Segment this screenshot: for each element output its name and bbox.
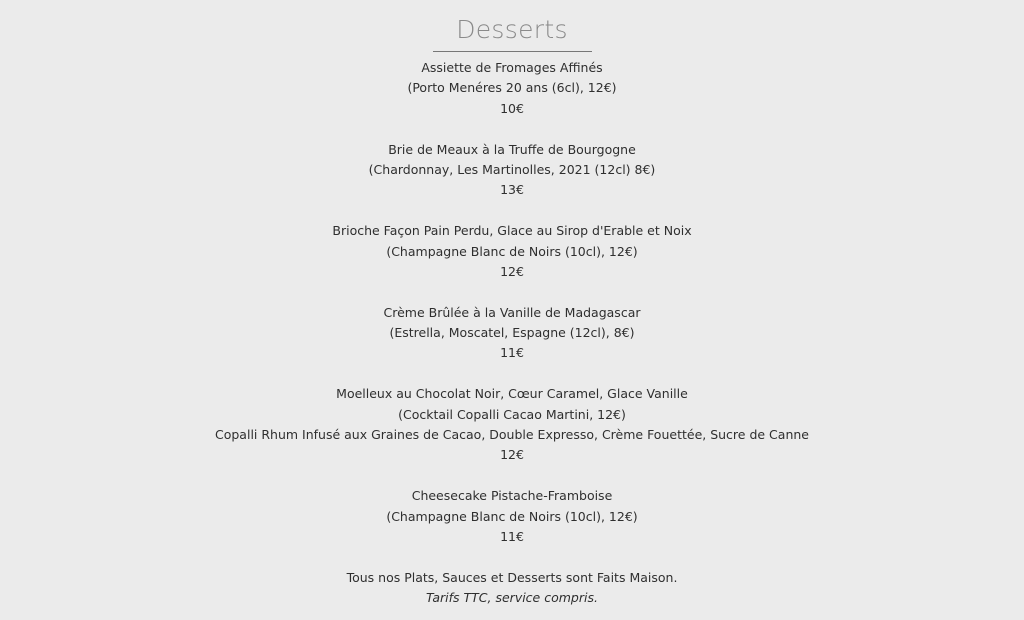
item-name: Crème Brûlée à la Vanille de Madagascar (383, 304, 641, 320)
menu-item (0, 58, 1024, 119)
title-divider (433, 51, 592, 52)
menu-item (0, 140, 1024, 201)
item-pairing-detail: Copalli Rhum Infusé aux Graines de Cacao, Double Expresso, Crème Fouettée, Sucre de Canne (215, 427, 809, 443)
item-pairing: (Cocktail Copalli Cacao Martini, 12€) (398, 406, 626, 422)
item-name: Brioche Façon Pain Perdu, Glace au Sirop d'Erable et Noix (332, 223, 692, 239)
item-pairing: (Estrella, Moscatel, Espagne (12cl), 8€) (389, 325, 635, 341)
menu-item (0, 221, 1024, 282)
item-price: 11€ (500, 528, 524, 544)
homemade-note: Tous nos Plats, Sauces et Desserts sont Faits Maison. (346, 569, 678, 585)
menu-items (0, 58, 1024, 609)
menu-item (0, 384, 1024, 466)
item-name: Brie de Meaux à la Truffe de Bourgogne (388, 141, 636, 157)
item-pairing: (Porto Menéres 20 ans (6cl), 12€) (407, 80, 617, 96)
item-price: 12€ (500, 263, 524, 279)
menu-item (0, 486, 1024, 547)
item-name: Moelleux au Chocolat Noir, Cœur Caramel, Glace Vanille (336, 386, 688, 402)
menu-footer (0, 568, 1024, 609)
item-pairing: (Champagne Blanc de Noirs (10cl), 12€) (386, 243, 638, 259)
tariffs-note: Tarifs TTC, service compris. (426, 590, 598, 606)
item-name: Assiette de Fromages Affinés (421, 60, 603, 75)
item-price: 10€ (500, 100, 524, 116)
item-pairing: (Chardonnay, Les Martinolles, 2021 (12cl) 8€) (368, 161, 656, 177)
item-price: 13€ (500, 182, 524, 198)
item-price: 12€ (500, 447, 524, 463)
item-price: 11€ (500, 345, 524, 361)
menu-item (0, 303, 1024, 364)
item-name: Cheesecake Pistache-Framboise (411, 488, 613, 504)
item-pairing: (Champagne Blanc de Noirs (10cl), 12€) (386, 508, 638, 524)
section-title: Desserts (456, 15, 568, 44)
